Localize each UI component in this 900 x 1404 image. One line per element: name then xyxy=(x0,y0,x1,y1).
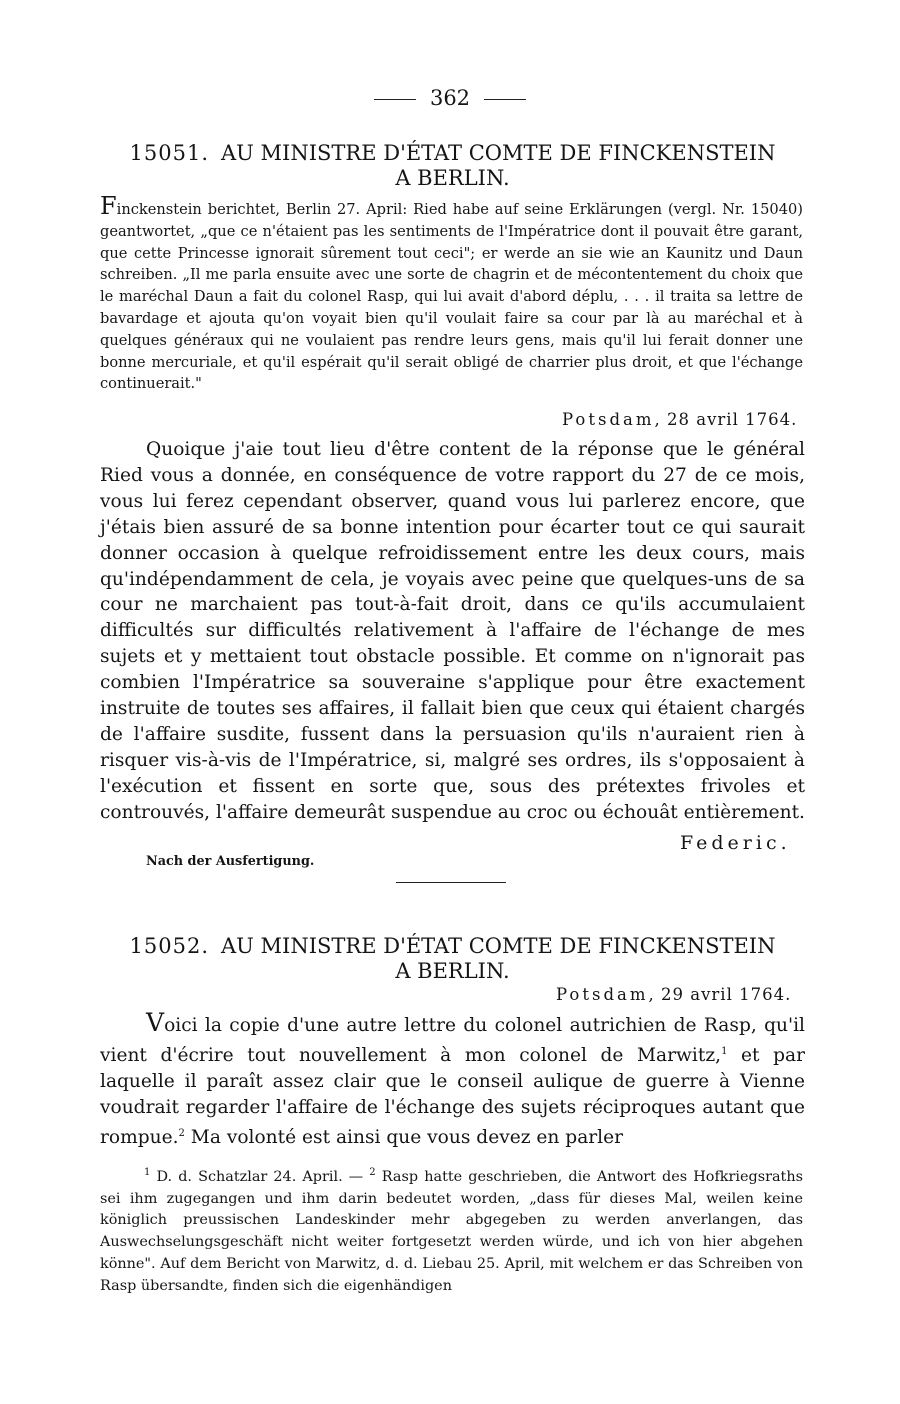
footnotes xyxy=(100,1162,803,1298)
footnote-1-text: D. d. Schatzlar 24. April. — xyxy=(150,1168,370,1185)
letter1-date: , 28 avril 1764. xyxy=(654,410,798,429)
letter2-body-part3: Ma volonté est ainsi que vous devez en parler xyxy=(184,1127,624,1148)
letter1-summary-initial: F xyxy=(100,192,117,220)
letter1-body: Quoique j'aie tout lieu d'être content de la réponse que le général Ried vous a donnée, en conséquence de votre rapport du 27 de ce mois, vous lui ferez cependant observer, quand vous lui parlerez encore, que j'étais bien assuré de sa bonne intention pour écarter tout ce qui saurait donner occasion à quelque refroidissement entre les deux cours, mais qu'indépendamment de cela, je voyais avec peine que quelques-uns de sa cour ne marchaient pas tout-à-fait droit, dans ce qu'ils accumulaient difficultés sur difficultés relativement à l'affaire de l'échange de mes sujets et y mettaient tout obstacle possible. Et comme on n'ignorait pas combien l'Impératrice sa souveraine s'applique pour être exactement instruite de toutes ses affaires, il fallait bien que ceux qui étaient chargés de l'affaire susdite, fussent dans la persuasion qu'ils n'auraient rien à risquer vis-à-vis de l'Impératrice, si, malgré ses ordres, ils s'opposaient à l'exécution et fissent en sorte que, sous des prétextes frivoles et controuvés, l'affaire demeurât suspendue au croc ou échouât entièrement. xyxy=(100,439,805,823)
footnote-ref-1[interactable]: 1 xyxy=(721,1045,728,1057)
header-dash-left xyxy=(374,99,416,100)
letter2-body-part2: et par laquelle il paraît assez clair que le conseil aulique de guerre à Vienne voudrait regarder l'affaire de l'échange des sujets réciproques autant que rompue. xyxy=(100,1045,805,1148)
letter2-title-line1 xyxy=(100,934,805,959)
letter1-source-note: Nach der Ausfertigung. xyxy=(146,854,315,869)
letter1-place: Potsdam xyxy=(562,410,655,429)
letter1-summary-text: inckenstein berichtet, Berlin 27. April: Ried habe auf seine Erklärungen (vergl. Nr. 15040) geantwortet, „que ce n'étaient pas les sentiments de l'Impératrice dont il pouvait être garant, que cette Princesse ignorait sûrement tout ceci"; er werde an sie wie an Kaunitz und Daun schreiben. „Il me parla ensuite avec une sorte de chagrin et de mécontentement du choix que le maréchal Daun a fait du colonel Rasp, qui lui avait d'abord déplu, . . . il traita sa lettre de bavardage et ajouta qu'on voyait bien qu'il voulait faire sa cour par là au maréchal et à quelques généraux qui ne voulaient pas rendre leurs gens, mais qu'il lui ferait donner une bonne mercuriale, et qu'il espérait qu'il serait obligé de charrier plus droit, et que l'échange continuerait." xyxy=(100,201,803,393)
letter2-dateline xyxy=(556,985,791,1004)
letter1-heading xyxy=(100,141,805,191)
letter1-title-line1 xyxy=(100,141,805,166)
section-divider xyxy=(396,882,506,883)
page-number: 362 xyxy=(429,86,471,110)
letter2-title-line2: A BERLIN. xyxy=(395,959,510,983)
letter2-body xyxy=(100,1010,805,1151)
footnote-ref-2[interactable]: 2 xyxy=(178,1127,185,1139)
header-dash-right xyxy=(484,99,526,100)
letter1-signature: Federic. xyxy=(680,832,791,854)
footnote-2-text: Rasp hatte geschrieben, die Antwort des Hofkriegsraths sei ihm zugegangen und ihm darin bedeutet worden, „dass für dieses Mal, weilen keine königlich preussischen Landeskinder mehr abgegeben zu werden anverlangen, das Auswechselungsgeschäft nicht weiter fortgesetzt werden würde, und ich von hier abgehen könne". Auf dem Bericht von Marwitz, d. d. Liebau 25. April, mit welchem er das Schreiben von Rasp übersandte, finden sich die eigenhändigen xyxy=(100,1168,803,1294)
footnote-2-mark: 2 xyxy=(369,1167,376,1178)
letter2-number: 15052. xyxy=(129,934,210,958)
letter2-place: Potsdam xyxy=(556,985,649,1004)
letter1-title-line2: A BERLIN. xyxy=(395,166,510,190)
letter1-title: AU MINISTRE D'ÉTAT COMTE DE FINCKENSTEIN xyxy=(221,141,776,165)
page-header xyxy=(0,86,900,110)
letter1-number: 15051. xyxy=(129,141,210,165)
letter1-summary xyxy=(100,192,803,395)
footnote-1 xyxy=(100,1169,144,1185)
letter2-heading xyxy=(100,934,805,984)
letter2-title: AU MINISTRE D'ÉTAT COMTE DE FINCKENSTEIN xyxy=(221,934,776,958)
letter1-dateline xyxy=(562,410,797,429)
letter2-date: , 29 avril 1764. xyxy=(648,985,792,1004)
letter2-body-initial: V xyxy=(146,1008,165,1037)
footnote-1-mark: 1 xyxy=(144,1167,151,1178)
letter2-body-part1: oici la copie d'une autre lettre du colonel autrichien de Rasp, qu'il vient d'écrire tout nouvellement à mon colonel de Marwitz, xyxy=(100,1015,805,1067)
